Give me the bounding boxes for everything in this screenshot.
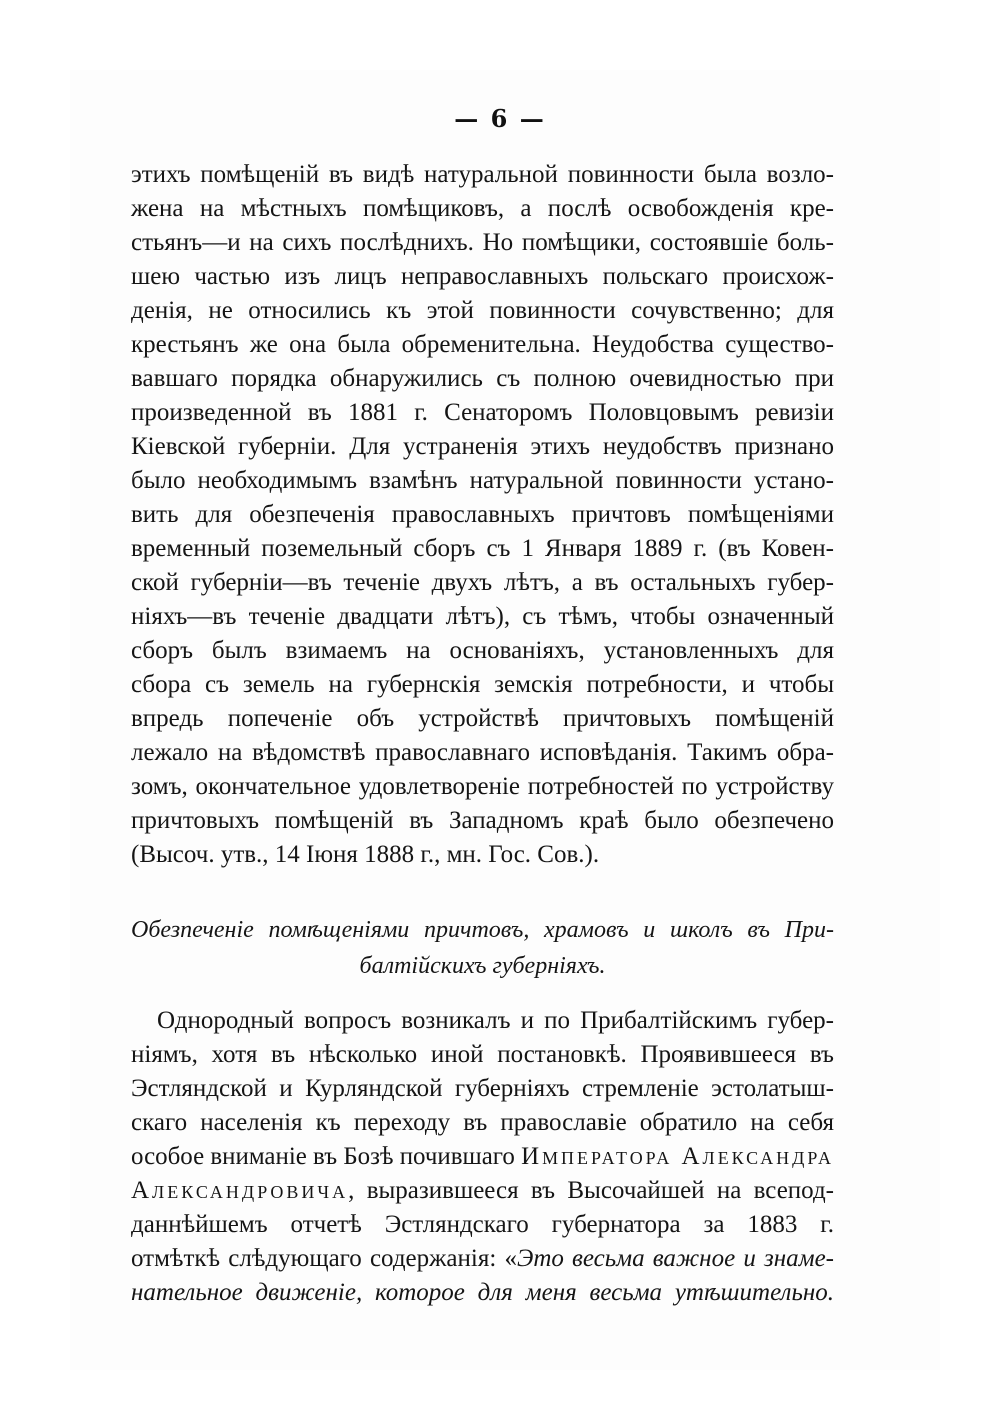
text-line: Эстляндской и Курляндской губерніяхъ стремленіе эстолатыш- (131, 1075, 834, 1102)
text-line: причтовыхъ помѣщеній въ Западномъ краѣ было обезпечено (131, 807, 834, 834)
text-line: сбора съ земель на губернскія земскія потребности, и чтобы (131, 671, 834, 698)
text-line (131, 1140, 834, 1174)
text-line: временный поземельный сборъ съ 1 Января 1889 г. (въ Ковен- (131, 535, 834, 562)
text-line: крестьянъ же она была обременительна. Неудобства существо- (131, 331, 834, 358)
text-line (131, 1242, 834, 1276)
text-line: было необходимымъ взамѣнъ натуральной повинности устано- (131, 467, 834, 494)
text-line: жена на мѣстныхъ помѣщиковъ, а послѣ освобожденія кре- (131, 195, 834, 222)
text-line: лежало на вѣдомствѣ православнаго исповѣданія. Такимъ обра- (131, 739, 834, 766)
text-line: шею частью изъ лицъ неправославныхъ польскаго происхож- (131, 263, 834, 290)
text-line: скаго населенія къ переходу въ православіе обратило на себя (131, 1109, 834, 1136)
page-number: — 6 — (454, 104, 546, 133)
text-line: денія, не относились къ этой повинности сочувственно; для (131, 297, 834, 324)
text-line: сборъ былъ взимаемъ на основаніяхъ, установленныхъ для (131, 637, 834, 664)
text-line: (Высоч. утв., 14 Іюня 1888 г., мн. Гос. Сов.). (131, 841, 600, 868)
text-line: впредь попеченіе объ устройствѣ причтовыхъ помѣщеній (131, 705, 834, 732)
quote-text: Это весьма важное и знаме- (516, 1245, 834, 1272)
heading-line: балтійскихъ губерніяхъ. (359, 953, 606, 979)
text-line: произведенной въ 1881 г. Сенаторомъ Половцовымъ ревизіи (131, 399, 834, 426)
section-heading (131, 912, 834, 984)
text-span: отмѣткѣ слѣдующаго содержанія: « (131, 1245, 517, 1272)
paragraph-1 (131, 158, 834, 872)
quote-line: нательное движеніе, которое для меня весьма утѣшительно. (131, 1279, 834, 1306)
emperor-patronymic: Александровича (131, 1177, 349, 1204)
paragraph-2 (131, 1004, 834, 1310)
text-line: зомъ, окончательное удовлетвореніе потребностей по устройству (131, 773, 834, 800)
text-line: Однородный вопросъ возникалъ и по Прибалтійскимъ губер- (157, 1007, 834, 1034)
text-line: ніяхъ—въ теченіе двадцати лѣтъ), съ тѣмъ, чтобы означенный (131, 603, 834, 630)
text-line: этихъ помѣщеній въ видѣ натуральной повинности была возло- (131, 161, 834, 188)
heading-line: Обезпеченіе помѣщеніями причтовъ, храмовъ и школъ въ При- (131, 917, 834, 943)
text-line: ніямъ, хотя въ нѣсколько иной постановкѣ. Проявившееся въ (131, 1041, 834, 1068)
text-span: особое вниманіе въ Бозѣ почившаго (131, 1143, 522, 1170)
text-line: вить для обезпеченія православныхъ причтовъ помѣщеніями (131, 501, 834, 528)
text-line: даннѣйшемъ отчетѣ Эстляндскаго губернатора за 1883 г. (131, 1211, 834, 1238)
text-line: стьянъ—и на сихъ послѣднихъ. Но помѣщики, состоявшіе боль- (131, 229, 834, 256)
emperor-name: Императора Александра (521, 1143, 835, 1170)
text-line: Кіевской губерніи. Для устраненія этихъ неудобствъ признано (131, 433, 834, 460)
text-line: ской губерніи—въ теченіе двухъ лѣтъ, а въ остальныхъ губер- (131, 569, 834, 596)
text-line: вавшаго порядка обнаружились съ полною очевидностью при (131, 365, 834, 392)
text-line (131, 1174, 834, 1208)
text-span: , выразившееся въ Высочайшей на всепод- (348, 1177, 834, 1204)
